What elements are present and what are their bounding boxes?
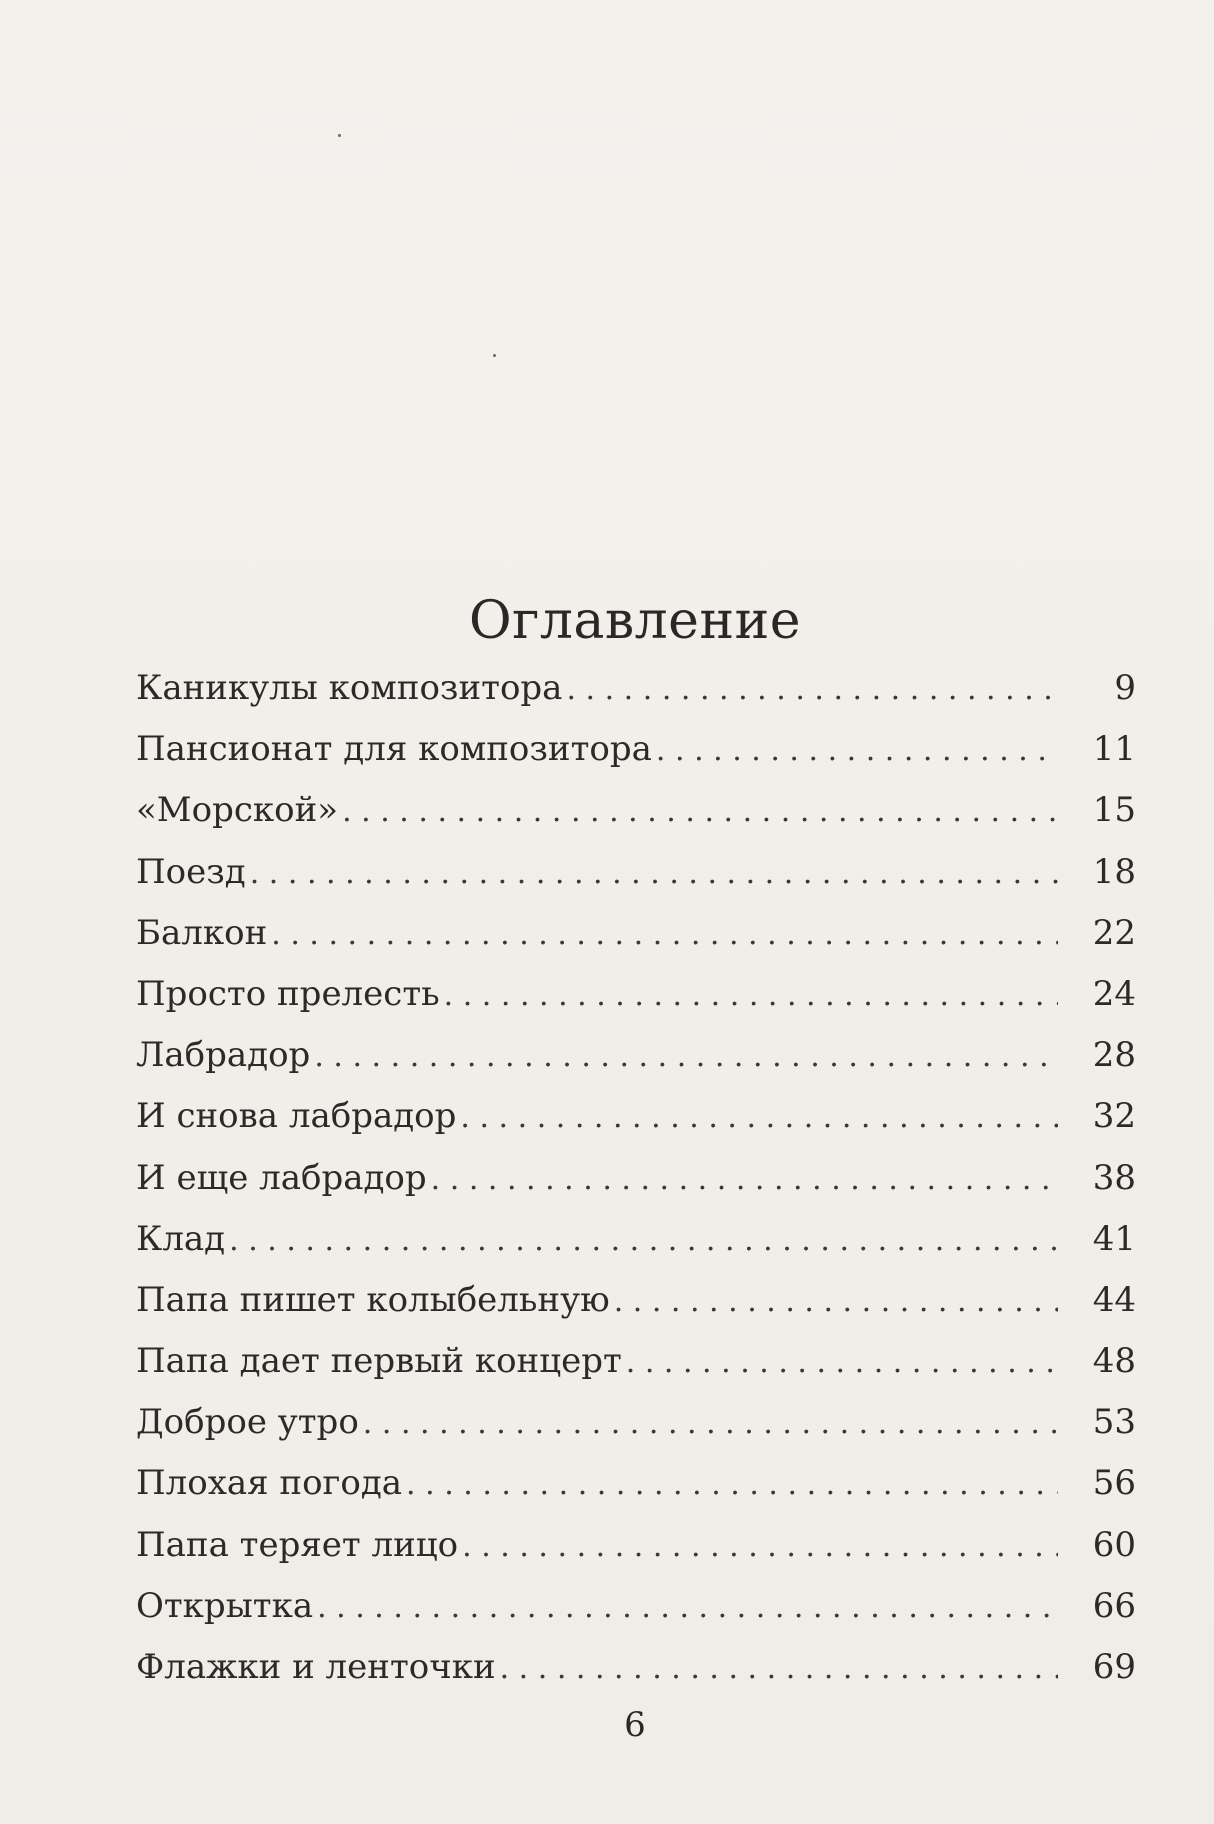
toc-leader-dots	[462, 1529, 1058, 1564]
toc-entry	[136, 668, 1136, 729]
toc-title: Оглавление	[468, 590, 802, 651]
toc-leader-dots	[250, 856, 1058, 891]
toc-entry-label: Поезд	[136, 851, 246, 892]
paper-speck	[338, 134, 341, 137]
toc-entry-label: «Морской»	[136, 790, 339, 831]
toc-leader-dots	[566, 672, 1058, 707]
toc-entry-label: Плохая погода	[136, 1463, 403, 1504]
toc-entry-page: 41	[1092, 1218, 1136, 1259]
toc-entry-label: Лабрадор	[136, 1035, 311, 1076]
toc-entry	[136, 852, 1136, 913]
table-of-contents	[136, 668, 1136, 1708]
toc-leader-dots	[444, 978, 1058, 1013]
toc-leader-dots	[314, 1039, 1058, 1074]
toc-entry-page: 32	[1092, 1096, 1136, 1137]
toc-entry	[136, 1463, 1136, 1524]
toc-entry-page: 69	[1092, 1647, 1136, 1687]
toc-entry-page: 53	[1092, 1402, 1136, 1443]
toc-entry	[136, 729, 1136, 790]
toc-entry-page: 24	[1092, 973, 1136, 1014]
toc-leader-dots	[460, 1100, 1058, 1135]
toc-entry-label: Пансионат для композитора	[136, 729, 652, 770]
toc-entry-page: 9	[1114, 668, 1136, 708]
toc-entry-page: 56	[1092, 1463, 1136, 1504]
toc-entry-page: 66	[1092, 1585, 1136, 1626]
toc-entry-page: 44	[1092, 1279, 1136, 1320]
toc-entry-page: 48	[1092, 1341, 1136, 1382]
toc-entry-label: Папа теряет лицо	[136, 1524, 459, 1565]
toc-leader-dots	[626, 1345, 1058, 1380]
toc-entry-page: 18	[1092, 851, 1136, 892]
toc-leader-dots	[342, 794, 1058, 829]
toc-entry-label: И снова лабрадор	[136, 1096, 457, 1137]
toc-entry-label: Просто прелесть	[136, 973, 440, 1014]
toc-leader-dots	[363, 1406, 1058, 1441]
toc-entry	[136, 1341, 1136, 1402]
page-number: 6	[624, 1705, 646, 1745]
toc-entry-label: Балкон	[136, 912, 268, 953]
toc-entry	[136, 974, 1136, 1035]
toc-entry	[136, 1158, 1136, 1219]
toc-leader-dots	[229, 1223, 1058, 1258]
toc-leader-dots	[500, 1651, 1058, 1686]
toc-entry-label: Доброе утро	[136, 1402, 359, 1443]
paper-speck	[493, 354, 496, 357]
toc-entry-page: 11	[1092, 729, 1136, 770]
toc-entry	[136, 1586, 1136, 1647]
toc-entry	[136, 1525, 1136, 1586]
toc-entry-label: Открытка	[136, 1585, 314, 1626]
toc-leader-dots	[614, 1284, 1058, 1319]
toc-entry	[136, 913, 1136, 974]
toc-entry-page: 15	[1092, 790, 1136, 831]
toc-leader-dots	[317, 1590, 1058, 1625]
toc-leader-dots	[656, 733, 1058, 768]
toc-entry-label: И еще лабрадор	[136, 1157, 427, 1198]
toc-entry-label: Флажки и ленточки	[136, 1647, 496, 1687]
toc-entry-page: 22	[1092, 912, 1136, 953]
toc-entry	[136, 1402, 1136, 1463]
toc-entry	[136, 1219, 1136, 1280]
toc-entry-label: Папа пишет колыбельную	[136, 1279, 610, 1320]
toc-leader-dots	[271, 917, 1058, 952]
toc-entry	[136, 1035, 1136, 1096]
toc-entry-label: Каникулы композитора	[136, 668, 563, 708]
toc-entry-page: 38	[1092, 1157, 1136, 1198]
toc-entry-label: Клад	[136, 1218, 226, 1259]
toc-leader-dots	[406, 1467, 1058, 1502]
toc-entry	[136, 1280, 1136, 1341]
toc-entry	[136, 790, 1136, 851]
toc-entry	[136, 1647, 1136, 1708]
toc-entry-page: 60	[1092, 1524, 1136, 1565]
toc-entry	[136, 1096, 1136, 1157]
toc-entry-label: Папа дает первый концерт	[136, 1341, 622, 1382]
toc-entry-page: 28	[1092, 1035, 1136, 1076]
toc-leader-dots	[431, 1162, 1058, 1197]
